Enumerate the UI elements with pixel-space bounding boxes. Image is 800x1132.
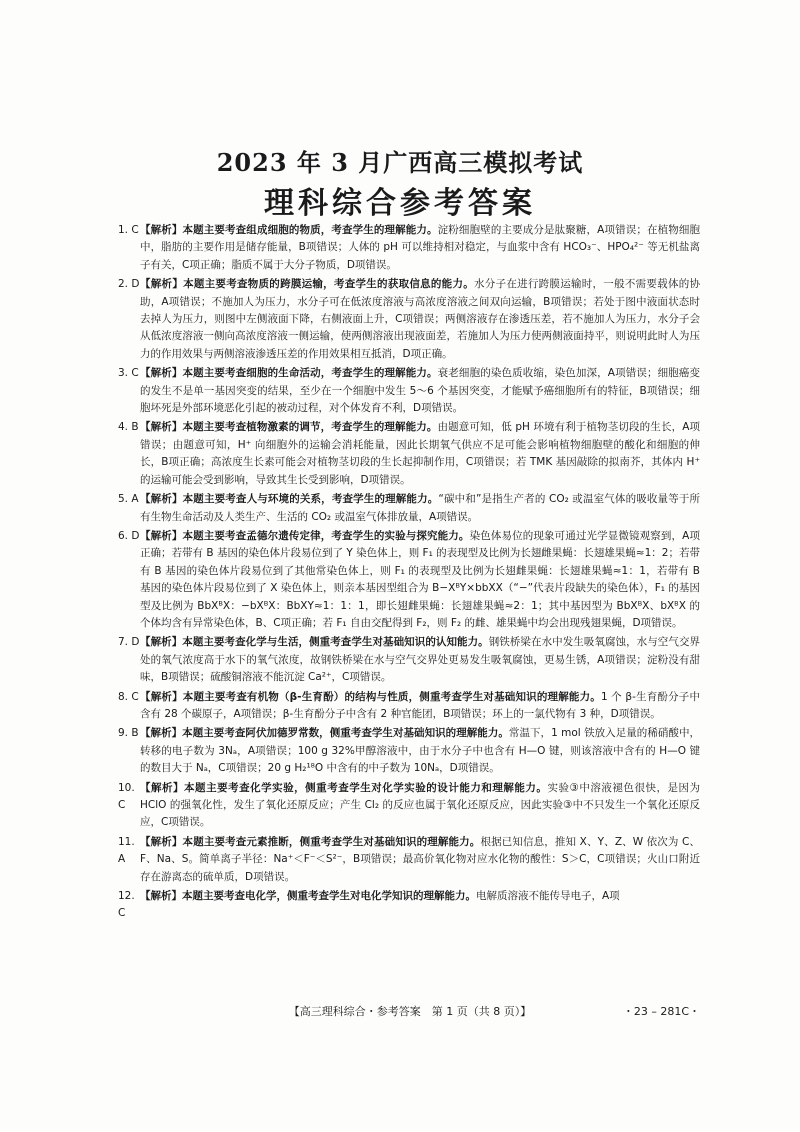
answer-analysis-heading: 【解析】本题主要考查化学与生活，侧重考查学生对基础知识的认知能力。: [140, 636, 489, 649]
answer-number: 1. C: [118, 224, 139, 236]
answer-item: [120, 689, 700, 724]
answer-item: [120, 276, 700, 363]
answer-analysis-heading: 【解析】本题主要考查组成细胞的物质，考查学生的理解能力。: [140, 224, 438, 236]
answer-explanation: “碳中和”是指生产者的 CO₂ 或温室气体的吸收量等于所有生物生命活动及人类生产、生活的 CO₂ 或温室气体排放量，A项错误。: [140, 493, 701, 523]
answer-analysis-heading: 【解析】本题主要考查细胞的生命活动，考查学生的理解能力。: [140, 367, 438, 380]
answer-number: 9. B: [118, 727, 139, 740]
answer-number: 7. D: [118, 636, 140, 649]
answer-explanation: 常温下，1 mol 铁放入足量的稀硝酸中，转移的电子数为 3Nₐ，A项错误；100 g 32%甲醇溶液中，由于水分子中也含有 H—O 键，则该溶液中含有的 H—O 键的数目大于 Nₐ，C项错误；20 g H₂¹⁸O 中含有的中子数为 10Nₐ，D项错误。: [140, 727, 700, 775]
answer-explanation: 衰老细胞的染色质收缩，染色加深，A项错误；细胞癌变的发生不是单一基因突变的结果，至少在一个细胞中发生 5～6 个基因突变，才能赋予癌细胞所有的特征，B项错误；细胞坏死是外部环境恶化引起的被动过程，对个体发育不利，D项错误。: [140, 367, 700, 415]
answer-number: 8. C: [118, 690, 139, 703]
answer-list: [118, 222, 701, 920]
answer-item: [118, 888, 700, 920]
answer-item: [120, 834, 700, 886]
answer-number: 11. A: [118, 835, 135, 866]
answer-number: 10. C: [118, 781, 135, 811]
footer-code: ・23 – 281C・: [622, 1005, 700, 1018]
answer-item: [120, 780, 700, 832]
answer-item: [120, 222, 700, 274]
answer-number: 12. C: [118, 890, 135, 920]
answer-analysis-heading: 【解析】本题主要考查阿伏加德罗常数，侧重考查学生对基础知识的理解能力。: [140, 727, 509, 740]
answer-analysis-heading: 【解析】本题主要考查电化学，侧重考查学生对电化学知识的理解能力。: [140, 890, 476, 903]
answer-item: [120, 725, 700, 777]
answer-number: 6. D: [118, 529, 140, 542]
answer-number: 3. C: [118, 367, 139, 380]
answer-analysis-heading: 【解析】本题主要考查孟德尔遗传定律，考查学生的实验与探究能力。: [140, 529, 470, 542]
answer-number: 2. D: [118, 278, 140, 291]
answer-explanation: 水分子在进行跨膜运输时，一般不需要载体的协助，A项错误；不施加人为压力，水分子可在低浓度溶液与高浓度溶液之间双向运输，B项错误；若处于图中液面状态时去掉人为压力，则图中左侧液面下降，右侧液面上升，C项错误；两侧溶液存在渗透压差，若不施加人为压力，水分子会从低浓度溶液一侧向高浓度溶液一侧运输，使两侧溶液出现液面差，若施加人为压力使两侧液面持平，则说明此时人为压力的作用效果与两侧溶液渗透压差的作用效果相互抵消，D项正确。: [140, 278, 701, 360]
answer-explanation: 染色体易位的现象可通过光学显微镜观察到，A项正确；若带有 B 基因的染色体片段易位到了 Y 染色体上，则 F₁ 的表现型及比例为长翅雌果蝇：长翅雄果蝇≈1：2；若带有 B 基因的染色体片段易位到了其他常染色体上，则 F₁ 的表现型及比例为长翅雌果蝇：长翅雄果蝇≈1：1，若带有 B 基因的染色体片段易位到了 X 染色体上，则亲本基因型组合为 B−XᴮY×bbXX（“−”代表片段缺失的染色体），F₁ 的基因型及比例为 BbXᴮX：−bXᴮX：BbXY≈1：1：1，即长翅雌果蝇：长翅雄果蝇≈2：1；其中基因型为 BbXᴮX、bXᴮX 的个体均含有异常染色体，B、C项正确；若 F₁ 自由交配得到 F₂，则 F₂ 的雌、雄果蝇中均会出现残翅果蝇，D项错误。: [140, 529, 700, 629]
answer-analysis-heading: 【解析】本题主要考查有机物（β-生育酚）的结构与性质，侧重考查学生对基础知识的理解能力。: [140, 690, 601, 703]
answer-explanation: 电解质溶液不能传导电子，A项: [476, 890, 620, 903]
answer-explanation: 由题意可知，低 pH 环境有利于植物茎切段的生长，A项错误；由题意可知，H⁺ 向细胞外的运输会消耗能量，因此长期氧气供应不足可能会影响植物细胞壁的酸化和细胞的伸长，B项正确；高浓度生长素可能会对植物茎切段的生长起抑制作用，C项错误；若 TMK 基因敲除的拟南芥，其体内 H⁺ 的运输可能会受到影响，导致其生长受到影响，D项错误。: [140, 421, 701, 486]
answer-number: 5. A: [118, 493, 139, 506]
page-footer: [120, 1003, 700, 1025]
answer-item: [120, 491, 700, 526]
answer-explanation: 根据已知信息，推知 X、Y、Z、W 依次为 C、F、Na、S。简单离子半径：Na⁺＜F⁻＜S²⁻，B项错误；最高价氧化物对应水化物的酸性：S＞C，C项错误；火山口附近存在游离态的硫单质，D项错误。: [140, 835, 701, 883]
answer-explanation: 钢铁桥梁在水中发生吸氧腐蚀，水与空气交界处的氧气浓度高于水下的氧气浓度，故钢铁桥梁在水与空气交界处更易发生吸氧腐蚀，更易生锈，A项错误；淀粉没有甜味，B项错误；硫酸铜溶液不能沉淀 Ca²⁺，C项错误。: [140, 636, 701, 684]
footer-page-info: 【高三理科综合・参考答案 第 1 页（共 8 页）】: [288, 1005, 532, 1018]
answer-item: [120, 419, 700, 489]
answer-explanation: 淀粉细胞壁的主要成分是肽聚糖，A项错误；在植物细胞中，脂肪的主要作用是储存能量，B项错误；人体的 pH 可以维持相对稳定，与血浆中含有 HCO₃⁻、HPO₄²⁻ 等无机盐离子有关，C项正确；脂质不属于大分子物质，D项错误。: [140, 224, 700, 271]
answer-item: [120, 528, 700, 632]
answer-explanation: 1 个 β-生育酚分子中含有 28 个碳原子，A项错误；β-生育酚分子中含有 2 种官能团，B项错误；环上的一氯代物有 3 种，D项错误。: [140, 690, 700, 720]
answer-analysis-heading: 【解析】本题主要考查化学实验，侧重考查学生对化学实验的设计能力和理解能力。: [140, 781, 548, 794]
answer-explanation: 实验③中溶液褪色很快，是因为 HClO 的强氧化性，发生了氧化还原反应；产生 Cl₂ 的反应也属于氧化还原反应，因此实验③中不只发生一个氧化还原反应，C项错误。: [140, 781, 701, 829]
document-title: 理科综合参考答案: [264, 186, 536, 221]
answer-analysis-heading: 【解析】本题主要考查元素推断，侧重考查学生对基础知识的理解能力。: [140, 835, 481, 848]
answer-item: [120, 634, 700, 686]
answer-number: 4. B: [118, 421, 139, 434]
answer-analysis-heading: 【解析】本题主要考查植物激素的调节，考查学生的理解能力。: [140, 421, 438, 434]
answer-analysis-heading: 【解析】本题主要考查物质的跨膜运输，考查学生的获取信息的能力。: [140, 278, 475, 291]
answer-item: [120, 365, 700, 417]
answer-analysis-heading: 【解析】本题主要考查人与环境的关系，考查学生的理解能力。: [140, 493, 439, 506]
exam-title: 2023 年 3 月广西高三模拟考试: [216, 148, 584, 177]
